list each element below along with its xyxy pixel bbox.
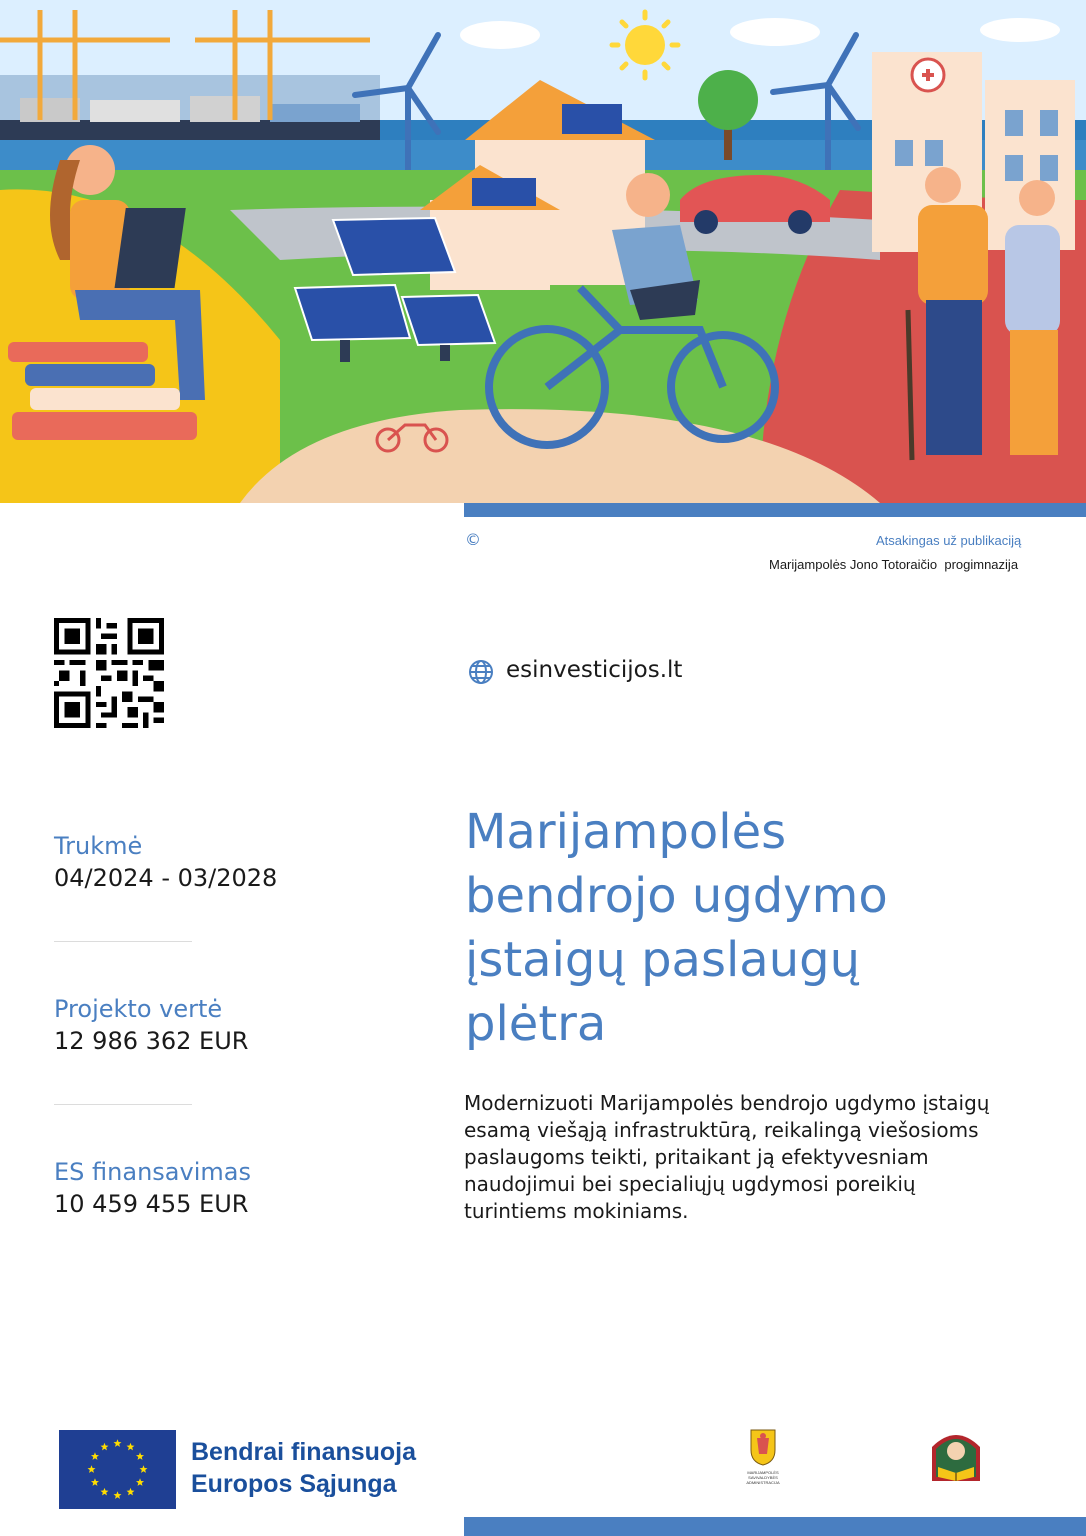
city-logo-caption: MARIJAMPOLĖS SAVIVALDYBĖS ADMINISTRACIJA	[746, 1470, 780, 1485]
title-line: bendrojo ugdymo	[465, 868, 888, 924]
project-title	[465, 800, 1045, 1056]
website-link[interactable]: esinvesticijos.lt	[506, 657, 683, 683]
accent-bar-top	[464, 503, 1086, 517]
eu-funding-amount: 10 459 455 EUR	[54, 1190, 249, 1218]
qr-code-icon[interactable]	[54, 618, 164, 728]
school-emblem-icon	[928, 1427, 984, 1483]
title-line: įstaigų paslaugų	[465, 932, 861, 988]
duration-value: 04/2024 - 03/2028	[54, 864, 278, 892]
description-line: turintiems mokiniams.	[464, 1199, 689, 1223]
project-value-label: Projekto vertė	[54, 995, 223, 1023]
divider	[54, 941, 192, 942]
description-line: esamą viešąją infrastruktūrą, reikalingą viešosioms	[464, 1118, 979, 1142]
eu-funding-label: ES finansavimas	[54, 1158, 251, 1186]
accent-bar-bottom	[464, 1517, 1086, 1536]
description-line: Modernizuoti Marijampolės bendrojo ugdymo įstaigų	[464, 1091, 990, 1115]
city-administration-logo	[734, 1428, 792, 1485]
project-value-amount: 12 986 362 EUR	[54, 1027, 249, 1055]
responsible-label: Atsakingas už publikaciją	[876, 533, 1022, 548]
eu-text-line: Europos Sąjunga	[191, 1470, 397, 1498]
duration-label: Trukmė	[54, 832, 143, 860]
eu-text-line: Bendrai finansuoja	[191, 1438, 417, 1466]
description-line: paslaugoms teikti, pritaikant ją efektyvesniam	[464, 1145, 929, 1169]
copyright-symbol: ©	[465, 530, 481, 549]
title-line: plėtra	[465, 996, 607, 1052]
eu-cofinancing-text	[191, 1436, 416, 1500]
title-line: Marijampolės	[465, 804, 787, 860]
responsible-organization: Marijampolės Jono Totoraičio progimnazija	[769, 557, 1019, 572]
project-description	[464, 1090, 1039, 1225]
globe-icon	[468, 659, 494, 685]
city-coat-of-arms-icon	[734, 1428, 792, 1466]
divider	[54, 1104, 192, 1105]
hero-illustration	[0, 0, 1086, 503]
description-line: naudojimui bei specialiųjų ugdymosi poreikių	[464, 1172, 916, 1196]
eu-flag-icon	[59, 1430, 176, 1509]
